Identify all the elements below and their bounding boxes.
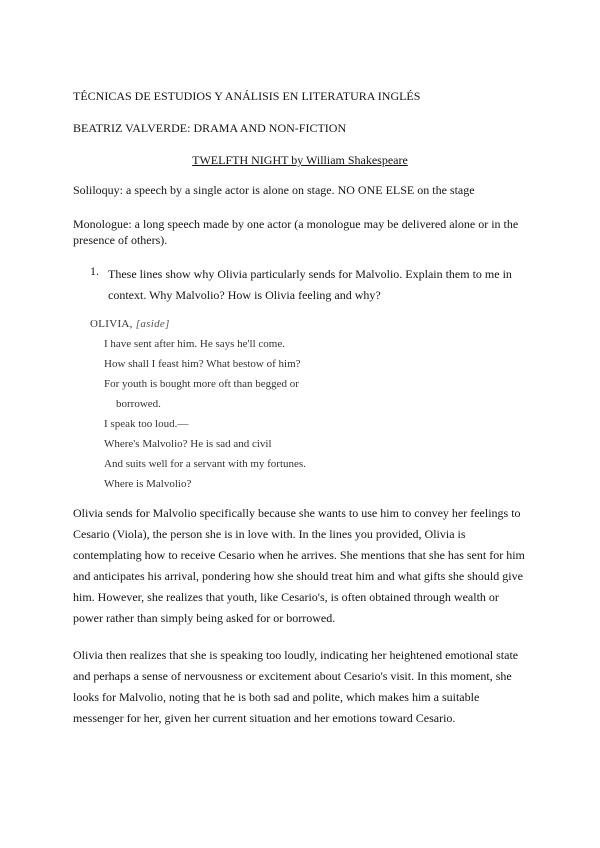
answer-paragraph-2: Olivia then realizes that she is speaking too loudly, indicating her heightened emotional state and perhaps a sense of nervousness or excitement about Cesario's visit. In this moment, she looks for Malvolio, noting that he is both sad and polite, which makes him a suitable messenger for her, given her current situation and her emotions toward Cesario. (73, 648, 519, 725)
quote-line: And suits well for a servant with my fortunes. (104, 458, 306, 470)
quote-line: Where is Malvolio? (104, 478, 192, 490)
answer-paragraph-1: Olivia sends for Malvolio specifically because she wants to use him to convey her feelings to Cesario (Viola), the person she is in love with. In the lines you provided, Olivia is contemplating how to receive Cesario when he arrives. She mentions that she has sent for him and anticipates his arrival, pondering how she should treat him and what gifts she should give him. However, she realizes that youth, like Cesario's, is often obtained through wealth or power rather than simply being asked for or borrowed. (73, 506, 525, 625)
question-number: 1. (90, 264, 99, 278)
work-title-text: TWELFTH NIGHT by William Shakespeare (192, 153, 408, 167)
quote-line: I have sent after him. He says he'll come. (104, 338, 285, 350)
course-title: TÉCNICAS DE ESTUDIOS Y ANÁLISIS EN LITERATURA INGLÉS (73, 89, 421, 103)
work-title (0, 153, 600, 167)
question-text: These lines show why Olivia particularly sends for Malvolio. Explain them to me in context. Why Malvolio? How is Olivia feeling and why? (108, 267, 512, 302)
quote-line: I speak too loud.— (104, 418, 189, 430)
quote-line: For youth is bought more oft than begged or (104, 378, 299, 390)
speaker-name: OLIVIA, (90, 318, 133, 330)
quote-line: borrowed. (116, 398, 161, 410)
stage-direction: [aside] (135, 318, 170, 330)
monologue-definition: Monologue: a long speech made by one actor (a monologue may be delivered alone or in the presence of others). (73, 217, 519, 247)
quote-line: Where's Malvolio? He is sad and civil (104, 438, 272, 450)
quote-speaker (90, 318, 170, 330)
quote-line: How shall I feast him? What bestow of him? (104, 358, 301, 370)
soliloquy-definition: Soliloquy: a speech by a single actor is alone on stage. NO ONE ELSE on the stage (73, 183, 475, 197)
instructor-line: BEATRIZ VALVERDE: DRAMA AND NON-FICTION (73, 121, 347, 135)
